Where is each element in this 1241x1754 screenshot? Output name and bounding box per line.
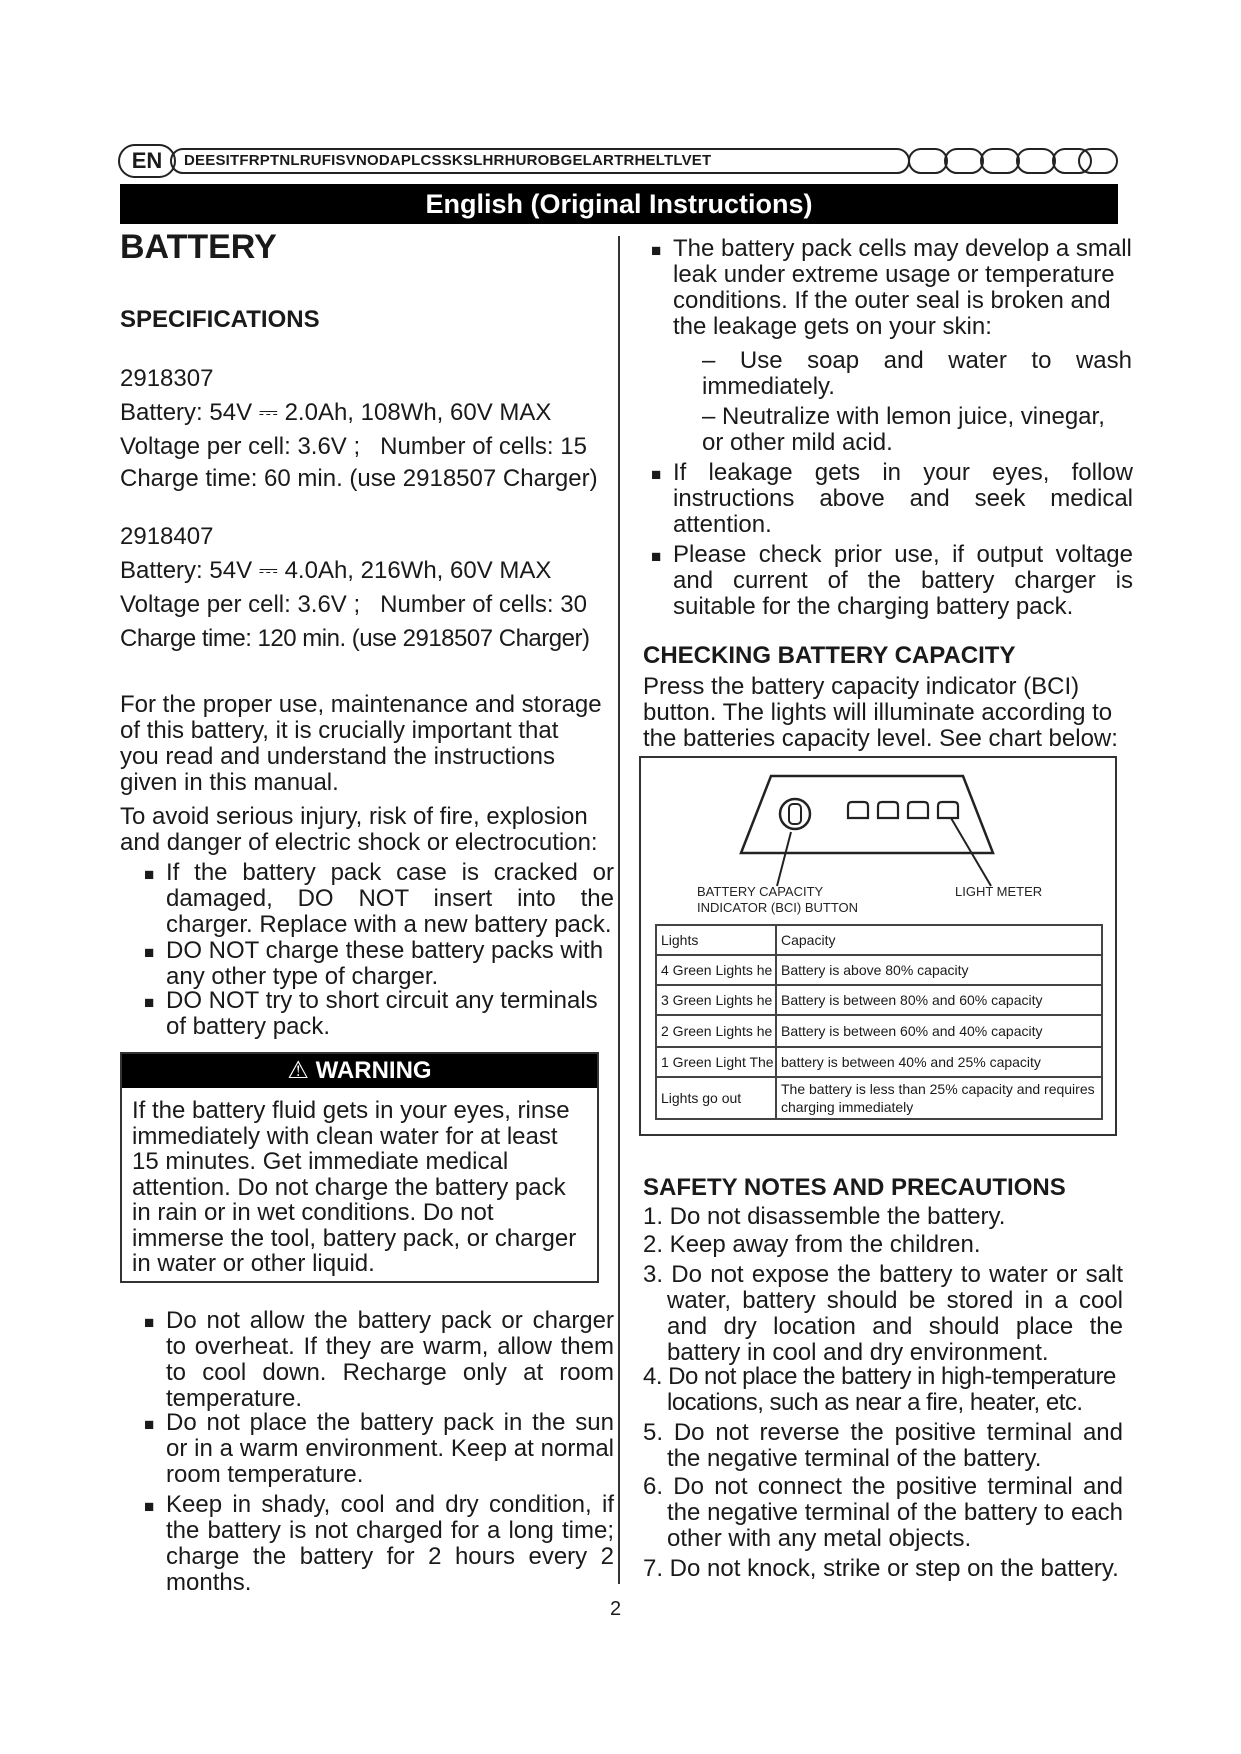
bullet-overheat: ■ Do not allow the battery pack or charger to overheat. If they are warm, allow them to cool down. Recharge only at room temperature. <box>166 1308 614 1412</box>
table-cell-capacity: battery is between 40% and 25% capacity <box>776 1047 1102 1077</box>
spec1-charge: Charge time: 60 min. (use 2918507 Charger) <box>120 465 598 492</box>
table-cell-capacity: Battery is between 80% and 60% capacity <box>776 985 1102 1015</box>
table-cell-lights: 1 Green Light The <box>656 1047 776 1077</box>
warning-heading: ⚠ WARNING <box>122 1054 597 1088</box>
safety-item: 4. Do not place the battery in high-temperature locations, such as near a fire, heater, etc. <box>643 1363 1116 1416</box>
light-meter-label: LIGHT METER <box>955 884 1043 899</box>
button-leader-line <box>777 832 791 886</box>
language-codes-strip: DEESITFRPTNLRUFISVNODAPLCSSKSLHRHUROBGELARTRHELTLVET <box>170 148 910 174</box>
language-tab-en: EN <box>118 144 176 178</box>
bullet-short-circuit: ■ DO NOT try to short circuit any terminals of battery pack. <box>166 988 614 1040</box>
table-row <box>656 1077 1102 1119</box>
bci-paragraph: Press the battery capacity indicator (BCI) button. The lights will illuminate according to the batteries capacity level. See chart below: <box>643 673 1118 752</box>
table-header-cell: Lights <box>656 925 776 955</box>
table-row <box>656 1047 1102 1077</box>
table-cell-lights: 4 Green Lights he <box>656 955 776 985</box>
light-meter-led <box>878 802 898 818</box>
section-title: BATTERY <box>120 228 277 266</box>
intro-warning-paragraph: To avoid serious injury, risk of fire, explosion and danger of electric shock or electrocution: <box>120 803 598 856</box>
bullet-cracked-case: ■ If the battery pack case is cracked or damaged, DO NOT insert into the charger. Replace with a new battery pack. <box>166 860 614 938</box>
table-cell-lights: 2 Green Lights he <box>656 1015 776 1047</box>
table-cell-capacity: The battery is less than 25% capacity and requires charging immediately <box>776 1077 1102 1119</box>
bci-button-label: BATTERY CAPACITY INDICATOR (BCI) BUTTON <box>697 884 859 915</box>
language-tab-blank <box>908 148 948 174</box>
table-cell-capacity: Battery is above 80% capacity <box>776 955 1102 985</box>
bullet-other-charger: ■ DO NOT charge these battery packs with any other type of charger. <box>166 938 614 990</box>
safety-item: 6. Do not connect the positive terminal and the negative terminal of the battery to each other with any metal objects. <box>643 1473 1123 1552</box>
table-header-row <box>656 925 1102 955</box>
table-cell-lights: 3 Green Lights he <box>656 985 776 1015</box>
dc-symbol-icon: ⎓ <box>258 399 278 426</box>
safety-item: 3. Do not expose the battery to water or salt water, battery should be stored in a cool and dry location and should place the battery in cool and dry environment. <box>643 1261 1123 1366</box>
language-tab-blank <box>980 148 1020 174</box>
column-divider <box>618 236 620 1584</box>
language-tab-blank <box>944 148 984 174</box>
table-cell-capacity: Battery is between 60% and 40% capacity <box>776 1015 1102 1047</box>
capacity-table <box>655 924 1103 1120</box>
bci-figure <box>639 756 1117 1136</box>
table-cell-lights: Lights go out <box>656 1077 776 1119</box>
spec1-battery: Battery: 54V ⎓ 2.0Ah, 108Wh, 60V MAX <box>120 399 552 426</box>
specifications-heading: SPECIFICATIONS <box>120 306 320 333</box>
table-row <box>656 985 1102 1015</box>
safety-heading: SAFETY NOTES AND PRECAUTIONS <box>643 1174 1066 1201</box>
safety-item: 1. Do not disassemble the battery. <box>643 1203 1006 1230</box>
light-meter-led <box>908 802 928 818</box>
safety-item: 2. Keep away from the children. <box>643 1231 981 1258</box>
spec2-charge: Charge time: 120 min. (use 2918507 Charger) <box>120 625 590 652</box>
dc-symbol-icon: ⎓ <box>258 557 278 584</box>
warning-box <box>120 1052 599 1283</box>
table-row <box>656 1015 1102 1047</box>
table-header-cell: Capacity <box>776 925 1102 955</box>
light-meter-led <box>848 802 868 818</box>
warning-text: If the battery fluid gets in your eyes, rinse immediately with clean water for at least 15 minutes. Get immediate medical attention. Do not charge the battery pack in rain or in wet conditions. Do not immerse the tool, battery pack, or charger in water or other liquid. <box>132 1097 577 1277</box>
safety-item: 7. Do not knock, strike or step on the battery. <box>643 1555 1119 1582</box>
page-title-bar: English (Original Instructions) <box>120 184 1118 224</box>
battery-glyph-icon <box>789 804 801 824</box>
bullet-storage: ■ Keep in shady, cool and dry condition, if the battery is not charged for a long time; charge the battery for 2 hours every 2 months. <box>166 1492 614 1596</box>
language-tab-blank <box>1016 148 1056 174</box>
bullet-eyes: ■ If leakage gets in your eyes, follow instructions above and seek medical attention. <box>673 460 1133 538</box>
table-row <box>656 955 1102 985</box>
intro-paragraph: For the proper use, maintenance and storage of this battery, it is crucially important that you read and understand the instructions given in this manual. <box>120 691 602 796</box>
language-tabs <box>118 144 1118 178</box>
light-meter-led <box>938 802 958 818</box>
page-number: 2 <box>610 1598 622 1620</box>
bullet-leak: ■ The battery pack cells may develop a small leak under extreme usage or temperature conditions. If the outer seal is broken and the leakage gets on your skin: <box>673 236 1133 340</box>
dash-soap-water: – Use soap and water to wash immediately. <box>702 347 1132 400</box>
warning-triangle-icon: ⚠ <box>287 1057 309 1084</box>
language-tab-blank <box>1078 148 1118 174</box>
safety-item: 5. Do not reverse the positive terminal and the negative terminal of the battery. <box>643 1419 1123 1472</box>
spec2-cells: Voltage per cell: 3.6V ; Number of cells: 30 <box>120 591 587 618</box>
bullet-sun: ■ Do not place the battery pack in the sun or in a warm environment. Keep at normal room temperature. <box>166 1410 614 1488</box>
bullet-check-charger: ■ Please check prior use, if output voltage and current of the battery charger is suitable for the charging battery pack. <box>673 542 1133 620</box>
spec2-battery: Battery: 54V ⎓ 4.0Ah, 216Wh, 60V MAX <box>120 557 552 584</box>
dash-neutralize: – Neutralize with lemon juice, vinegar, or other mild acid. <box>702 403 1105 456</box>
bci-heading: CHECKING BATTERY CAPACITY <box>643 642 1016 669</box>
spec1-cells: Voltage per cell: 3.6V ; Number of cells: 15 <box>120 433 587 460</box>
spec1-model: 2918307 <box>120 365 214 392</box>
spec2-model: 2918407 <box>120 523 214 550</box>
